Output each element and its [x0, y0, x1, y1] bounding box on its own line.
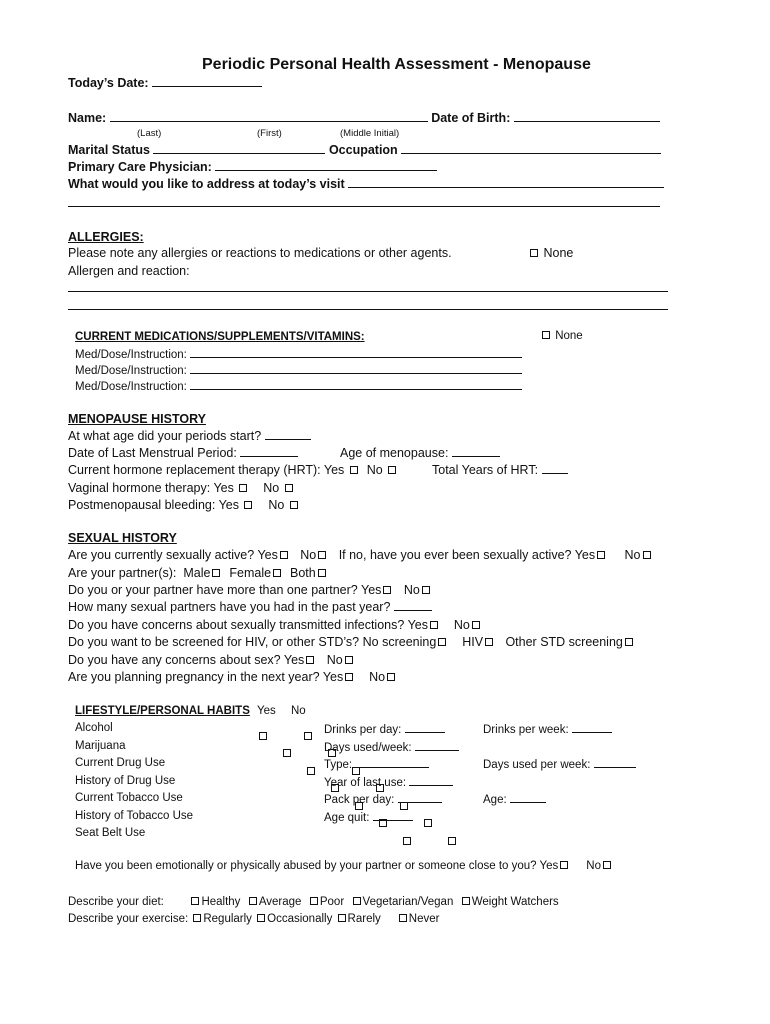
- lifestyle-yes-checkbox[interactable]: [307, 767, 315, 775]
- hrt-years-field[interactable]: [542, 463, 568, 474]
- lifestyle-heading: LIFESTYLE/PERSONAL HABITS: [75, 705, 250, 717]
- hrt-yes-checkbox[interactable]: [350, 466, 358, 474]
- pcp-row: [68, 160, 437, 174]
- lifestyle-detail: [324, 810, 413, 824]
- exercise-regularly-checkbox[interactable]: [193, 914, 201, 922]
- hrt-row: [68, 463, 398, 477]
- diet-healthy-label: Healthy: [201, 896, 241, 908]
- allergen-label: Allergen and reaction:: [68, 264, 190, 278]
- allergies-none-label: None: [543, 246, 574, 260]
- diet-poor-label: Poor: [319, 896, 345, 908]
- no-label: No: [369, 670, 386, 684]
- visit-field[interactable]: [348, 177, 664, 188]
- yes-label: Yes: [257, 548, 278, 562]
- lifestyle-detail: [324, 792, 442, 806]
- male-label: Male: [183, 566, 211, 580]
- med-row-label: Med/Dose/Instruction:: [75, 381, 187, 393]
- lifestyle-detail-2-field[interactable]: [572, 722, 612, 733]
- abuse-yes-label: Yes: [539, 860, 559, 872]
- pregnancy-no-checkbox[interactable]: [387, 673, 395, 681]
- exercise-rarely-checkbox[interactable]: [338, 914, 346, 922]
- lifestyle-detail-label: Age quit:: [324, 811, 370, 824]
- marital-field[interactable]: [153, 143, 325, 154]
- multiple-partners-no-checkbox[interactable]: [422, 586, 430, 594]
- no-label: No: [300, 548, 317, 562]
- diet-row: [68, 896, 559, 908]
- page-title: Periodic Personal Health Assessment - Menopause: [202, 56, 591, 73]
- occupation-label: Occupation: [328, 143, 398, 157]
- lifestyle-detail-2: [483, 757, 636, 771]
- lifestyle-detail-label: Type:: [324, 759, 353, 771]
- diet-healthy-checkbox[interactable]: [191, 897, 199, 905]
- name-label: Name:: [68, 111, 107, 125]
- lifestyle-detail: [324, 722, 445, 736]
- visit-row: [68, 177, 664, 191]
- allergies-none-checkbox[interactable]: [530, 249, 538, 257]
- lifestyle-no-checkbox[interactable]: [424, 819, 432, 827]
- screening-label: Do you want to be screened for HIV, or other STD’s?: [68, 635, 360, 649]
- occupation-field[interactable]: [401, 143, 661, 154]
- partner-count-field[interactable]: [394, 600, 432, 611]
- menopause-age-row: [340, 446, 500, 460]
- middle-caption: (Middle Initial): [340, 128, 400, 139]
- allergies-none-option[interactable]: [528, 246, 573, 260]
- med-row-3: [75, 379, 522, 393]
- lifestyle-detail: [324, 740, 459, 754]
- lifestyle-no-header: No: [291, 705, 306, 717]
- med-row-label: Med/Dose/Instruction:: [75, 365, 187, 377]
- lifestyle-detail-field[interactable]: [398, 792, 442, 803]
- other-std-label: Other STD screening: [505, 635, 623, 649]
- lifestyle-detail-2: [483, 722, 612, 736]
- sexually-active-row: [68, 548, 653, 562]
- pregnancy-yes-checkbox[interactable]: [345, 673, 353, 681]
- lifestyle-detail-label: Days used/week:: [324, 741, 412, 754]
- lifestyle-yes-checkbox[interactable]: [403, 837, 411, 845]
- partners-row: [68, 566, 328, 580]
- sexually-active-label: Are you currently sexually active?: [68, 548, 255, 562]
- abuse-label: Have you been emotionally or physically abused by your partner or someone close to you?: [75, 860, 537, 872]
- yes-label: Yes: [322, 670, 344, 684]
- vaginal-hormone-label: Vaginal hormone therapy: Yes: [68, 481, 234, 495]
- ever-active-yes-checkbox[interactable]: [597, 551, 605, 559]
- sti-concern-row: [68, 618, 482, 632]
- partner-count-label: How many sexual partners have you had in the past year?: [68, 600, 391, 614]
- periods-start-field[interactable]: [265, 429, 311, 440]
- marital-label: Marital Status: [68, 143, 150, 157]
- lifestyle-detail-2-label: Drinks per week:: [483, 724, 569, 736]
- med-row-2: [75, 363, 522, 377]
- lifestyle-no-checkbox[interactable]: [304, 732, 312, 740]
- male-checkbox[interactable]: [212, 569, 220, 577]
- allergies-note: Please note any allergies or reactions to medications or other agents.: [68, 246, 452, 260]
- female-label: Female: [229, 566, 272, 580]
- medications-none-label: None: [555, 330, 583, 342]
- sex-concerns-label: Do you have any concerns about sex?: [68, 653, 281, 667]
- yes-label: Yes: [361, 583, 382, 597]
- hrt-years-row: [432, 463, 568, 477]
- todays-date-text: Today’s Date:: [68, 76, 149, 90]
- pregnancy-row: [68, 670, 397, 684]
- first-caption: (First): [257, 128, 282, 139]
- diet-label: Describe your diet:: [68, 896, 164, 908]
- lifestyle-item-label: Seat Belt Use: [75, 827, 146, 839]
- hiv-checkbox[interactable]: [485, 638, 493, 646]
- hiv-label: HIV: [462, 635, 484, 649]
- visit-field-line-2[interactable]: [68, 206, 660, 207]
- sti-concern-yes-checkbox[interactable]: [430, 621, 438, 629]
- lmp-row: [68, 446, 298, 460]
- lifestyle-detail-field[interactable]: [405, 722, 445, 733]
- lifestyle-item-label: History of Drug Use: [75, 774, 176, 787]
- no-label: No: [624, 548, 641, 562]
- no-screening-label: No screening: [362, 635, 437, 649]
- sex-concerns-row: [68, 653, 355, 667]
- lifestyle-yes-checkbox[interactable]: [259, 732, 267, 740]
- sexually-active-yes-checkbox[interactable]: [280, 551, 288, 559]
- lmp-field[interactable]: [240, 446, 298, 457]
- sti-concern-no-checkbox[interactable]: [472, 621, 480, 629]
- diet-weight-watchers-label: Weight Watchers: [471, 896, 559, 908]
- menopause-age-field[interactable]: [452, 446, 500, 457]
- abuse-no-label: No: [586, 860, 601, 872]
- medications-none-checkbox[interactable]: [542, 331, 550, 339]
- allergies-heading: ALLERGIES:: [68, 230, 144, 244]
- marital-row: [68, 143, 661, 157]
- ever-active-label: If no, have you ever been sexually active?: [338, 548, 572, 562]
- partners-label: Are your partner(s):: [68, 566, 177, 580]
- multiple-partners-yes-checkbox[interactable]: [383, 586, 391, 594]
- last-caption: (Last): [137, 128, 162, 139]
- abuse-no-checkbox[interactable]: [603, 861, 611, 869]
- med-row-1: [75, 347, 522, 361]
- sex-concerns-no-checkbox[interactable]: [345, 656, 353, 664]
- lifestyle-detail-2-field[interactable]: [594, 757, 636, 768]
- periods-start-row: [68, 429, 311, 443]
- diet-poor-checkbox[interactable]: [310, 897, 318, 905]
- pcp-label: Primary Care Physician:: [68, 160, 212, 174]
- hrt-no-checkbox[interactable]: [388, 466, 396, 474]
- no-label: No: [326, 653, 343, 667]
- medications-none-option[interactable]: [540, 330, 583, 342]
- med-row-field[interactable]: [190, 379, 522, 390]
- exercise-label: Describe your exercise:: [68, 913, 189, 925]
- hrt-label: Current hormone replacement therapy (HRT): Yes: [68, 463, 345, 477]
- lifestyle-yes-checkbox[interactable]: [283, 749, 291, 757]
- lifestyle-detail-field[interactable]: [373, 810, 413, 821]
- lifestyle-item-label: Alcohol: [75, 722, 113, 734]
- postmenopausal-yes-checkbox[interactable]: [244, 501, 252, 509]
- pcp-field[interactable]: [215, 160, 437, 171]
- lifestyle-item-label: History of Tobacco Use: [75, 809, 194, 822]
- exercise-row: [68, 913, 439, 925]
- lifestyle-detail: [324, 757, 429, 771]
- visit-label: What would you like to address at today’s visit: [68, 177, 345, 191]
- multiple-partners-row: [68, 583, 432, 597]
- name-row: [68, 111, 660, 125]
- exercise-occasionally-label: Occasionally: [267, 913, 333, 925]
- yes-label: Yes: [407, 618, 428, 632]
- exercise-regularly-label: Regularly: [203, 913, 252, 925]
- menopause-heading: MENOPAUSE HISTORY: [68, 412, 206, 426]
- diet-average-label: Average: [258, 896, 302, 908]
- lifestyle-no-checkbox[interactable]: [448, 837, 456, 845]
- lifestyle-item-label: Current Tobacco Use: [75, 792, 183, 804]
- ever-active-no-checkbox[interactable]: [643, 551, 651, 559]
- both-checkbox[interactable]: [318, 569, 326, 577]
- abuse-yes-checkbox[interactable]: [560, 861, 568, 869]
- diet-average-checkbox[interactable]: [249, 897, 257, 905]
- vaginal-hormone-row: [68, 481, 295, 495]
- dob-label: Date of Birth:: [431, 111, 511, 125]
- other-std-checkbox[interactable]: [625, 638, 633, 646]
- lifestyle-detail-2-field[interactable]: [510, 792, 546, 803]
- lifestyle-detail-label: Drinks per day:: [324, 724, 402, 736]
- lifestyle-detail-field[interactable]: [415, 740, 459, 751]
- sexually-active-no-checkbox[interactable]: [318, 551, 326, 559]
- lifestyle-detail-field[interactable]: [409, 775, 453, 786]
- exercise-occasionally-checkbox[interactable]: [257, 914, 265, 922]
- lifestyle-detail-field[interactable]: [355, 757, 429, 768]
- hrt-years-label: Total Years of HRT:: [432, 463, 539, 477]
- lifestyle-detail: [324, 775, 453, 789]
- multiple-partners-label: Do you or your partner have more than one partner?: [68, 583, 358, 597]
- postmenopausal-label: Postmenopausal bleeding: Yes: [68, 498, 239, 512]
- no-label: No: [453, 618, 470, 632]
- periods-start-label: At what age did your periods start?: [68, 429, 262, 443]
- exercise-rarely-label: Rarely: [347, 913, 381, 925]
- screening-row: [68, 635, 635, 649]
- postmenopausal-row: [68, 498, 300, 512]
- abuse-row: [75, 860, 613, 872]
- medications-heading: CURRENT MEDICATIONS/SUPPLEMENTS/VITAMINS:: [75, 331, 365, 343]
- lifestyle-detail-label: Year of last use:: [324, 776, 407, 789]
- yes-label: Yes: [283, 653, 305, 667]
- lmp-label: Date of Last Menstrual Period:: [68, 446, 237, 460]
- partner-count-row: [68, 600, 432, 614]
- lifestyle-item-label: Marijuana: [75, 739, 126, 752]
- lifestyle-detail-2-label: Days used per week:: [483, 759, 591, 771]
- hrt-no-label: No: [366, 463, 383, 477]
- yes-label: Yes: [574, 548, 596, 562]
- lifestyle-detail-label: Pack per day:: [324, 794, 395, 806]
- med-row-field[interactable]: [190, 347, 522, 358]
- diet-vegetarian-checkbox[interactable]: [353, 897, 361, 905]
- todays-date-label: [68, 76, 262, 90]
- allergen-line-1[interactable]: [68, 291, 668, 292]
- both-label: Both: [290, 566, 316, 580]
- lifestyle-detail-2-label: Age:: [483, 794, 507, 806]
- no-screening-checkbox[interactable]: [438, 638, 446, 646]
- name-field[interactable]: [110, 111, 428, 122]
- postmenopausal-no-label: No: [268, 498, 285, 512]
- lifestyle-detail-2: [483, 792, 546, 806]
- menopause-age-label: Age of menopause:: [340, 446, 449, 460]
- no-label: No: [403, 583, 420, 597]
- med-row-label: Med/Dose/Instruction:: [75, 349, 187, 361]
- lifestyle-yes-header: Yes: [257, 705, 276, 717]
- diet-vegetarian-label: Vegetarian/Vegan: [362, 896, 454, 908]
- pregnancy-label: Are you planning pregnancy in the next year?: [68, 670, 320, 684]
- vaginal-hormone-yes-checkbox[interactable]: [239, 484, 247, 492]
- vaginal-hormone-no-checkbox[interactable]: [285, 484, 293, 492]
- lifestyle-item-label: Current Drug Use: [75, 757, 166, 769]
- allergen-line-2[interactable]: [68, 309, 668, 310]
- female-checkbox[interactable]: [273, 569, 281, 577]
- sex-concerns-yes-checkbox[interactable]: [306, 656, 314, 664]
- sti-concern-label: Do you have concerns about sexually transmitted infections?: [68, 618, 405, 632]
- exercise-never-label: Never: [408, 913, 440, 925]
- postmenopausal-no-checkbox[interactable]: [290, 501, 298, 509]
- med-row-field[interactable]: [190, 363, 522, 374]
- vaginal-hormone-no-label: No: [263, 481, 280, 495]
- todays-date-field[interactable]: [152, 76, 262, 87]
- sexual-heading: SEXUAL HISTORY: [68, 531, 177, 545]
- dob-field[interactable]: [514, 111, 660, 122]
- diet-weight-watchers-checkbox[interactable]: [462, 897, 470, 905]
- exercise-never-checkbox[interactable]: [399, 914, 407, 922]
